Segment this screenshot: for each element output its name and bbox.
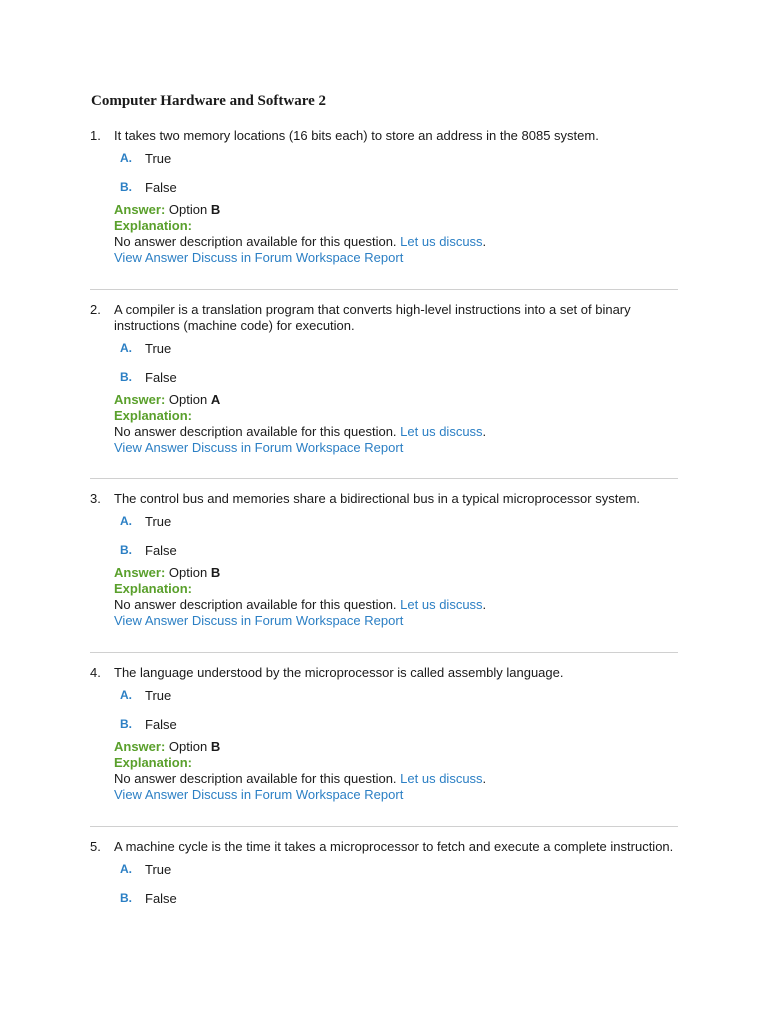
explanation-text: [114, 424, 680, 440]
option-letter: B.: [120, 180, 132, 194]
answer-label: Answer:: [114, 202, 166, 217]
explanation-text: [114, 597, 680, 613]
view-answer-link[interactable]: View Answer: [114, 440, 189, 455]
option-a[interactable]: [120, 341, 680, 357]
option-letter: A.: [120, 688, 132, 702]
let-us-discuss-link[interactable]: Let us discuss: [400, 424, 483, 439]
question-number: 2.: [90, 302, 101, 317]
option-letter: B.: [120, 891, 132, 905]
period: .: [482, 771, 487, 786]
question-number: 1.: [90, 128, 101, 143]
option-word: Option: [168, 565, 208, 580]
option-b[interactable]: [120, 543, 680, 559]
explanation-label: Explanation:: [114, 408, 193, 423]
question-number: 5.: [90, 839, 101, 854]
workspace-link[interactable]: Workspace: [295, 250, 361, 265]
explanation-text: [114, 234, 680, 250]
option-text: False: [145, 717, 177, 732]
separator: [90, 652, 678, 653]
separator: [90, 289, 678, 290]
question-number: 3.: [90, 491, 101, 506]
view-answer-link[interactable]: View Answer: [114, 613, 189, 628]
option-text: False: [145, 370, 177, 385]
option-letter: A.: [120, 514, 132, 528]
explanation-text: [114, 771, 680, 787]
question-text: A machine cycle is the time it takes a microprocessor to fetch and execute a complete instruction.: [114, 839, 674, 854]
report-link[interactable]: Report: [364, 250, 404, 265]
let-us-discuss-link[interactable]: Let us discuss: [400, 597, 483, 612]
option-text: False: [145, 891, 177, 906]
separator: [90, 478, 678, 479]
explanation-label: Explanation:: [114, 581, 193, 596]
no-description-text: No answer description available for this question.: [114, 234, 397, 249]
answer-value: B: [210, 202, 221, 217]
view-answer-link[interactable]: View Answer: [114, 250, 189, 265]
discuss-in-forum-link[interactable]: Discuss in Forum: [191, 787, 293, 802]
workspace-link[interactable]: Workspace: [295, 440, 361, 455]
answer-label: Answer:: [114, 565, 166, 580]
period: .: [482, 234, 487, 249]
option-text: True: [145, 341, 172, 356]
option-text: True: [145, 514, 172, 529]
page-title: Computer Hardware and Software 2: [91, 93, 326, 109]
report-link[interactable]: Report: [364, 787, 404, 802]
option-text: True: [145, 862, 172, 877]
option-b[interactable]: [120, 180, 680, 196]
answer-value: A: [210, 392, 221, 407]
view-answer-link[interactable]: View Answer: [114, 787, 189, 802]
option-b[interactable]: [120, 717, 680, 733]
option-a[interactable]: [120, 688, 680, 704]
action-links: [114, 250, 680, 266]
answer-line: [114, 565, 680, 581]
option-a[interactable]: [120, 862, 680, 878]
period: .: [482, 424, 487, 439]
explanation-label: Explanation:: [114, 755, 193, 770]
report-link[interactable]: Report: [364, 613, 404, 628]
option-b[interactable]: [120, 370, 680, 386]
question-1: [90, 128, 680, 266]
action-links: [114, 787, 680, 803]
question-text: The language understood by the microprocessor is called assembly language.: [114, 665, 564, 680]
period: .: [482, 597, 487, 612]
option-letter: A.: [120, 862, 132, 876]
option-b[interactable]: [120, 891, 680, 907]
option-a[interactable]: [120, 151, 680, 167]
let-us-discuss-link[interactable]: Let us discuss: [400, 234, 483, 249]
explanation-label: Explanation:: [114, 218, 193, 233]
no-description-text: No answer description available for this question.: [114, 771, 397, 786]
answer-line: [114, 202, 680, 218]
option-text: True: [145, 688, 172, 703]
no-description-text: No answer description available for this question.: [114, 597, 397, 612]
question-2: [90, 302, 680, 456]
question-4: [90, 665, 680, 803]
discuss-in-forum-link[interactable]: Discuss in Forum: [191, 613, 293, 628]
question-text: It takes two memory locations (16 bits each) to store an address in the 8085 system.: [114, 128, 599, 143]
answer-line: [114, 739, 680, 755]
question-5: [90, 839, 680, 907]
option-letter: B.: [120, 717, 132, 731]
option-a[interactable]: [120, 514, 680, 530]
option-letter: A.: [120, 151, 132, 165]
question-text: A compiler is a translation program that converts high-level instructions into a set of binary instructions (machine code) for execution.: [114, 302, 631, 333]
option-word: Option: [168, 392, 208, 407]
answer-label: Answer:: [114, 739, 166, 754]
answer-label: Answer:: [114, 392, 166, 407]
option-word: Option: [168, 739, 208, 754]
option-letter: B.: [120, 370, 132, 384]
workspace-link[interactable]: Workspace: [295, 613, 361, 628]
answer-value: B: [210, 565, 221, 580]
option-text: False: [145, 543, 177, 558]
option-word: Option: [168, 202, 208, 217]
workspace-link[interactable]: Workspace: [295, 787, 361, 802]
option-text: False: [145, 180, 177, 195]
answer-line: [114, 392, 680, 408]
action-links: [114, 613, 680, 629]
question-text: The control bus and memories share a bidirectional bus in a typical microprocessor system.: [114, 491, 641, 506]
report-link[interactable]: Report: [364, 440, 404, 455]
option-text: True: [145, 151, 172, 166]
answer-value: B: [210, 739, 221, 754]
option-letter: B.: [120, 543, 132, 557]
discuss-in-forum-link[interactable]: Discuss in Forum: [191, 250, 293, 265]
discuss-in-forum-link[interactable]: Discuss in Forum: [191, 440, 293, 455]
question-number: 4.: [90, 665, 101, 680]
no-description-text: No answer description available for this question.: [114, 424, 397, 439]
let-us-discuss-link[interactable]: Let us discuss: [400, 771, 483, 786]
separator: [90, 826, 678, 827]
option-letter: A.: [120, 341, 132, 355]
question-3: [90, 491, 680, 629]
action-links: [114, 440, 680, 456]
